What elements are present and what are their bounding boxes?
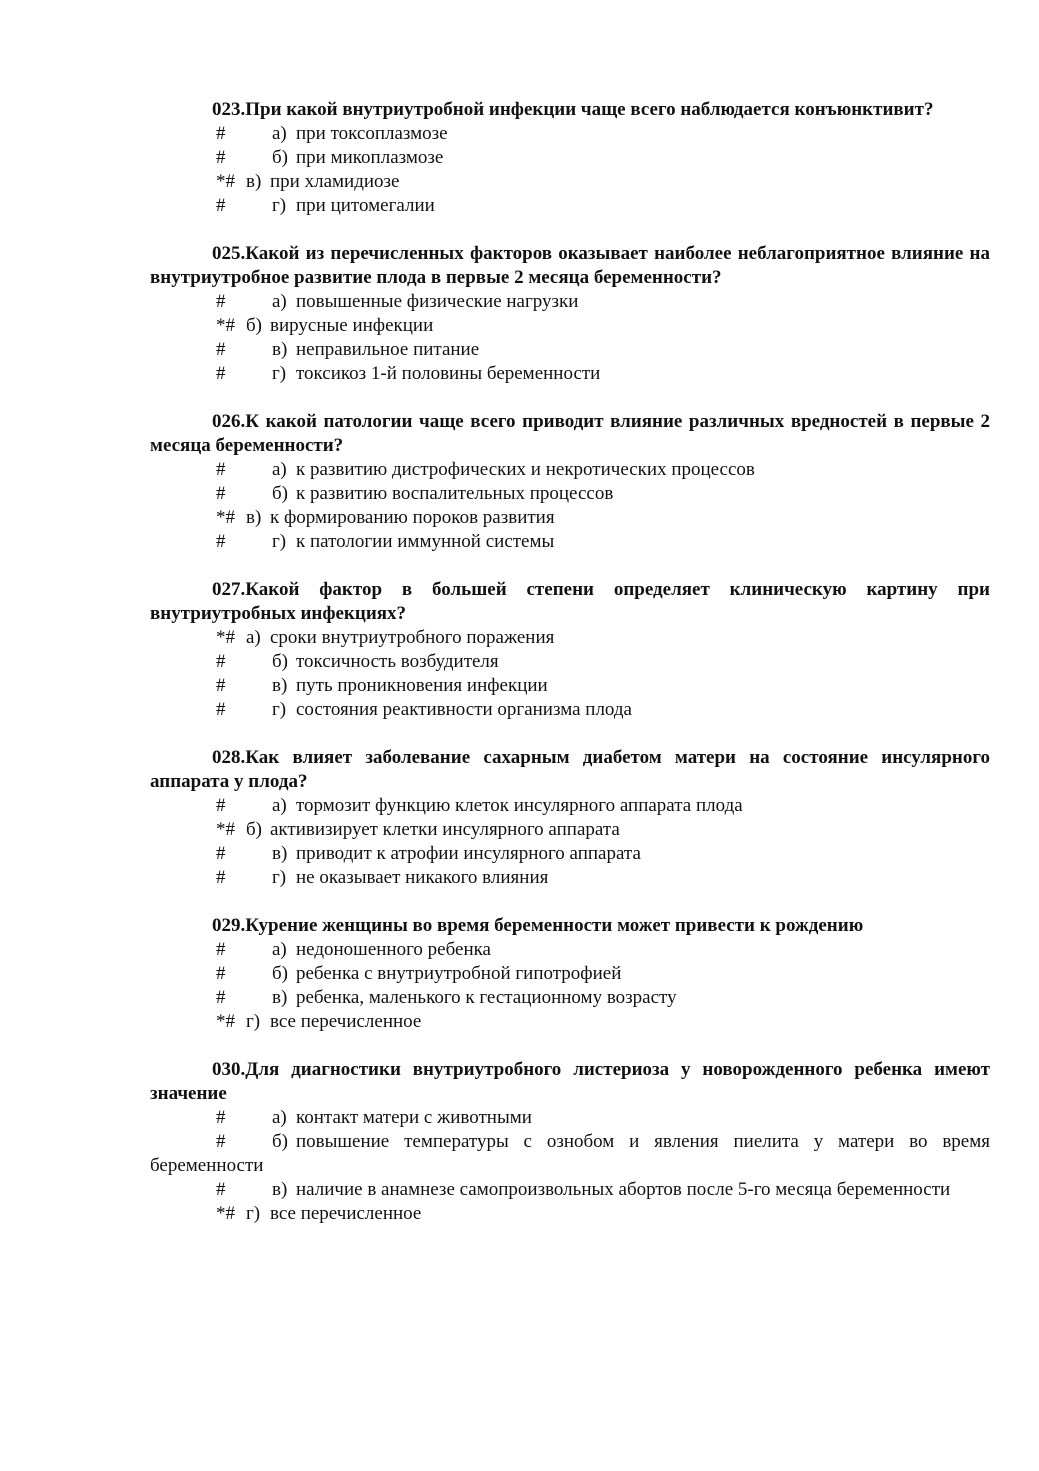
answer-text: приводит к атрофии инсулярного аппарата bbox=[296, 843, 641, 864]
answer-option bbox=[150, 482, 990, 506]
answer-text: при токсоплазмозе bbox=[296, 123, 448, 144]
answer-option-correct bbox=[150, 818, 990, 842]
answer-letter: а) bbox=[272, 459, 287, 480]
answer-letter: б) bbox=[272, 963, 288, 984]
answer-text: путь проникновения инфекции bbox=[296, 675, 548, 696]
answer-marker: # bbox=[216, 339, 226, 360]
answer-text: к развитию дистрофических и некротических процессов bbox=[296, 459, 755, 480]
answer-letter: а) bbox=[246, 627, 261, 648]
answer-option bbox=[150, 674, 990, 698]
answer-text: к развитию воспалительных процессов bbox=[296, 483, 614, 504]
answer-letter: г) bbox=[272, 531, 287, 552]
answer-option bbox=[150, 146, 990, 170]
answer-letter: г) bbox=[246, 1011, 261, 1032]
answer-text: при хламидиозе bbox=[270, 171, 400, 192]
answer-marker: # bbox=[216, 1131, 226, 1152]
answer-option bbox=[150, 938, 990, 962]
question-block bbox=[150, 1058, 990, 1226]
answer-option bbox=[150, 1106, 990, 1130]
answer-letter: в) bbox=[272, 675, 288, 696]
answer-text: ребенка, маленького к гестационному возрасту bbox=[296, 987, 677, 1008]
question-title: 026.К какой патологии чаще всего приводит влияние различных вредностей в первые 2 месяца беременности? bbox=[150, 411, 990, 456]
answer-letter: в) bbox=[272, 987, 288, 1008]
answer-marker: *# bbox=[216, 507, 235, 528]
answer-marker: *# bbox=[216, 627, 235, 648]
answer-option bbox=[150, 842, 990, 866]
answer-letter: г) bbox=[272, 195, 287, 216]
answer-option bbox=[150, 1130, 990, 1178]
answer-text: сроки внутриутробного поражения bbox=[270, 627, 555, 648]
answer-option bbox=[150, 866, 990, 890]
question-title: 030.Для диагностики внутриутробного листериоза у новорожденного ребенка имеют значение bbox=[150, 1059, 990, 1104]
question-title: 029.Курение женщины во время беременности может привести к рождению bbox=[212, 915, 864, 936]
question-block bbox=[150, 98, 990, 218]
answer-option bbox=[150, 650, 990, 674]
answer-option bbox=[150, 1178, 990, 1202]
question-title: 028.Как влияет заболевание сахарным диабетом матери на состояние инсулярного аппарата у плода? bbox=[150, 747, 990, 792]
answer-text: вирусные инфекции bbox=[270, 315, 434, 336]
answer-text: ребенка с внутриутробной гипотрофией bbox=[296, 963, 622, 984]
answer-marker: *# bbox=[216, 819, 235, 840]
answer-marker: # bbox=[216, 531, 226, 552]
answer-marker: # bbox=[216, 939, 226, 960]
answer-text: повышение температуры с ознобом и явления пиелита у матери во время беременности bbox=[150, 1131, 990, 1176]
answer-option-correct bbox=[150, 626, 990, 650]
question-block bbox=[150, 746, 990, 890]
answer-option-correct bbox=[150, 314, 990, 338]
answer-option bbox=[150, 458, 990, 482]
answer-marker: *# bbox=[216, 1203, 235, 1224]
answer-marker: # bbox=[216, 291, 226, 312]
answer-letter: б) bbox=[272, 147, 288, 168]
answer-text: состояния реактивности организма плода bbox=[296, 699, 632, 720]
answer-option bbox=[150, 290, 990, 314]
answer-marker: # bbox=[216, 195, 226, 216]
answer-marker: # bbox=[216, 363, 226, 384]
answer-marker: # bbox=[216, 843, 226, 864]
answer-option bbox=[150, 194, 990, 218]
answer-text: при микоплазмозе bbox=[296, 147, 444, 168]
answer-letter: б) bbox=[272, 1131, 288, 1152]
answer-letter: б) bbox=[272, 483, 288, 504]
answer-option bbox=[150, 986, 990, 1010]
answer-text: токсикоз 1-й половины беременности bbox=[296, 363, 601, 384]
answer-option-correct bbox=[150, 1202, 990, 1226]
answer-text: контакт матери с животными bbox=[296, 1107, 532, 1128]
document-page bbox=[150, 98, 990, 1250]
answer-marker: # bbox=[216, 675, 226, 696]
answer-option bbox=[150, 962, 990, 986]
answer-letter: в) bbox=[272, 1179, 288, 1200]
answer-letter: г) bbox=[272, 363, 287, 384]
question-block bbox=[150, 242, 990, 386]
answer-letter: г) bbox=[272, 867, 287, 888]
answer-text: активизирует клетки инсулярного аппарата bbox=[270, 819, 620, 840]
answer-option bbox=[150, 122, 990, 146]
answer-option bbox=[150, 698, 990, 722]
answer-marker: # bbox=[216, 963, 226, 984]
answer-letter: г) bbox=[272, 699, 287, 720]
question-title: 025.Какой из перечисленных факторов оказывает наиболее неблагоприятное влияние на внутриутробное развитие плода в первые 2 месяца беременности? bbox=[150, 243, 990, 288]
answer-option bbox=[150, 530, 990, 554]
answer-marker: # bbox=[216, 867, 226, 888]
answer-text: к формированию пороков развития bbox=[270, 507, 555, 528]
answer-letter: в) bbox=[272, 843, 288, 864]
answer-marker: # bbox=[216, 147, 226, 168]
answer-text: все перечисленное bbox=[270, 1203, 422, 1224]
question-title: 023.При какой внутриутробной инфекции чаще всего наблюдается конъюнктивит? bbox=[212, 99, 934, 120]
answer-marker: # bbox=[216, 123, 226, 144]
answer-text: не оказывает никакого влияния bbox=[296, 867, 549, 888]
answer-letter: б) bbox=[272, 651, 288, 672]
question-block bbox=[150, 578, 990, 722]
answer-letter: б) bbox=[246, 315, 262, 336]
answer-marker: # bbox=[216, 1107, 226, 1128]
question-block bbox=[150, 914, 990, 1034]
answer-marker: # bbox=[216, 699, 226, 720]
answer-letter: а) bbox=[272, 1107, 287, 1128]
answer-letter: г) bbox=[246, 1203, 261, 1224]
answer-letter: в) bbox=[246, 507, 262, 528]
answer-marker: # bbox=[216, 987, 226, 1008]
answer-option bbox=[150, 338, 990, 362]
answer-text: наличие в анамнезе самопроизвольных абортов после 5-го месяца беременности bbox=[296, 1179, 951, 1200]
answer-letter: б) bbox=[246, 819, 262, 840]
answer-letter: а) bbox=[272, 291, 287, 312]
answer-option bbox=[150, 794, 990, 818]
answer-text: при цитомегалии bbox=[296, 195, 435, 216]
answer-marker: *# bbox=[216, 1011, 235, 1032]
answer-marker: *# bbox=[216, 315, 235, 336]
answer-text: к патологии иммунной системы bbox=[296, 531, 555, 552]
answer-marker: # bbox=[216, 651, 226, 672]
question-block bbox=[150, 410, 990, 554]
answer-text: неправильное питание bbox=[296, 339, 480, 360]
answer-option-correct bbox=[150, 506, 990, 530]
answer-option-correct bbox=[150, 170, 990, 194]
answer-letter: в) bbox=[272, 339, 288, 360]
answer-letter: а) bbox=[272, 123, 287, 144]
answer-option bbox=[150, 362, 990, 386]
answer-marker: # bbox=[216, 795, 226, 816]
answer-marker: # bbox=[216, 459, 226, 480]
answer-marker: *# bbox=[216, 171, 235, 192]
answer-marker: # bbox=[216, 1179, 226, 1200]
answer-text: все перечисленное bbox=[270, 1011, 422, 1032]
answer-text: тормозит функцию клеток инсулярного аппарата плода bbox=[296, 795, 743, 816]
answer-text: повышенные физические нагрузки bbox=[296, 291, 579, 312]
question-title: 027.Какой фактор в большей степени определяет клиническую картину при внутриутробных инфекциях? bbox=[150, 579, 990, 624]
answer-marker: # bbox=[216, 483, 226, 504]
answer-option-correct bbox=[150, 1010, 990, 1034]
answer-letter: а) bbox=[272, 795, 287, 816]
answer-text: токсичность возбудителя bbox=[296, 651, 499, 672]
answer-text: недоношенного ребенка bbox=[296, 939, 491, 960]
answer-letter: в) bbox=[246, 171, 262, 192]
answer-letter: а) bbox=[272, 939, 287, 960]
